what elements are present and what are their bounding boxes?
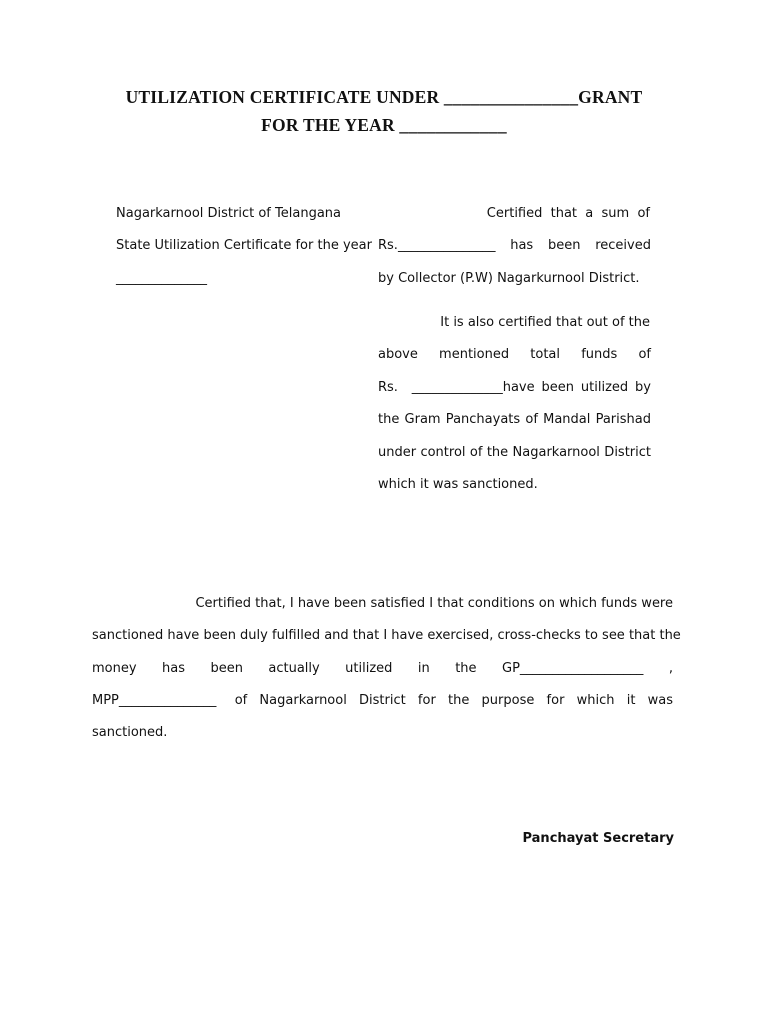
body-line4: MPP_______________ of Nagarkarnool District for the purpose for which it was [92,693,673,708]
right-p2-line4: the Gram Panchayats of Mandal Parishad [378,412,651,427]
right-p2-line1: It is also certified that out of the [440,315,650,330]
certificate-title-line1: UTILIZATION CERTIFICATE UNDER _______________GRANT [125,87,643,107]
left-block-line1: Nagarkarnool District of Telangana [116,206,341,221]
right-p2-line2: above mentioned total funds of [378,347,651,362]
certificate-title-line2: FOR THE YEAR ____________ [261,115,507,135]
left-block-year-blank: ______________ [116,271,207,286]
right-p2-line6: which it was sanctioned. [378,477,538,492]
body-line1: Certified that, I have been satisfied I that conditions on which funds were [195,596,673,611]
signature-label: Panchayat Secretary [522,831,674,846]
body-line3: money has been actually utilized in the GP___________________ , [92,661,673,676]
right-p2-line5: under control of the Nagarkarnool District [378,445,651,460]
body-line2: sanctioned have been duly fulfilled and that I have exercised, cross-checks to see that the [92,628,681,643]
right-p2-line3: Rs. ______________have been utilized by [378,380,651,395]
left-block-line2: State Utilization Certificate for the year [116,238,372,253]
right-p1-line1: Certified that a sum of [486,206,650,221]
right-p1-line2: Rs._______________ has been received [378,238,651,253]
body-line5: sanctioned. [92,725,168,740]
right-p1-line3: by Collector (P.W) Nagarkurnool District. [378,271,640,286]
